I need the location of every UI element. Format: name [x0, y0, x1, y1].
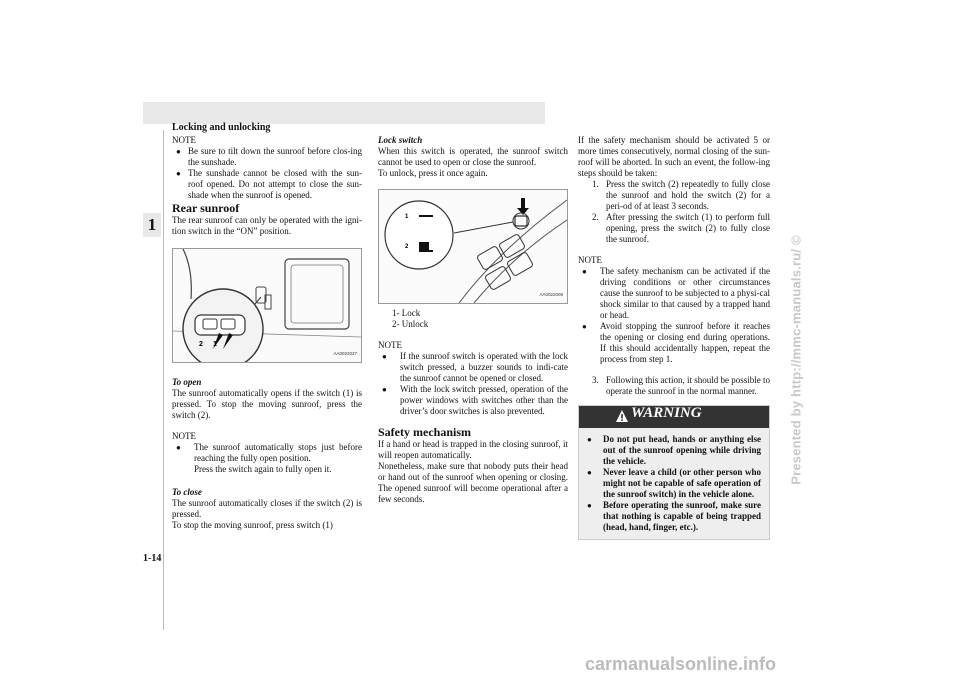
- warning-item: ● Do not put head, hands or anything else out of the sunroof opening while driving the vehicle.: [583, 434, 761, 467]
- note-label: NOTE: [172, 431, 196, 441]
- note-extra: Press the switch again to fully open it.: [194, 464, 332, 474]
- lock-switch-illustration: [379, 190, 567, 303]
- footer-watermark: carmanualsonline.info: [585, 654, 777, 674]
- note-item: ● With the lock switch pressed, operation of the power windows with switches other than the driver’s door switches is also prevented.: [378, 384, 568, 417]
- paragraph: Nonetheless, make sure that nobody puts their head or hand out of the sunroof when opening or closing. The opened sunroof will become operational after a few seconds.: [378, 461, 568, 504]
- column-left: [172, 135, 362, 531]
- warning-triangle-icon: [615, 409, 629, 423]
- step-item: 3. Following this action, it should be possible to operate the sunroof in the normal manner.: [592, 375, 770, 396]
- paragraph: When this switch is operated, the sunroof switch cannot be used to open or close the sunroof.: [378, 146, 568, 167]
- column-right: [578, 135, 770, 540]
- legend-item: 1- Lock: [392, 308, 421, 318]
- section-heading-safety-mechanism: Safety mechanism: [378, 425, 471, 439]
- legend-item: 2- Unlock: [392, 319, 429, 329]
- figure-sunroof-switch: [172, 248, 362, 363]
- note-label: NOTE: [578, 255, 602, 265]
- note-item: ● The sunroof automatically stops just before reaching the fully open position.: [172, 442, 362, 464]
- subheading-lock-switch: Lock switch: [378, 135, 423, 145]
- chapter-divider: [163, 130, 164, 630]
- figure-label: 2: [199, 341, 203, 348]
- paragraph: The sunroof automatically closes if the switch (2) is pressed.: [172, 498, 362, 519]
- warning-box: [578, 405, 770, 540]
- step-item: 2. After pressing the switch (1) to perform full opening, press the switch (2) to fully close the sunroof.: [592, 212, 770, 244]
- note-item: ● The sunshade cannot be closed with the sun-roof opened. Do not attempt to close the sun-shade when the sunroof is opened.: [172, 168, 362, 201]
- figure-label: 1: [405, 214, 409, 220]
- figure-label: 1: [213, 341, 217, 348]
- note-item: ● If the sunroof switch is operated with the lock switch pressed, a buzzer sounds to indi-cate the sunroof cannot be opened or closed.: [378, 351, 568, 384]
- warning-title: WARNING: [631, 405, 702, 421]
- note-item: ● The safety mechanism can be activated if the driving conditions or other circumstances cause the sunroof to be subjected to a physi-cal shock similar to that caused by a trapped hand or head.: [578, 266, 770, 321]
- paragraph: The sunroof automatically opens if the switch (1) is pressed. To stop the moving sunroof, press the switch (2).: [172, 388, 362, 420]
- paragraph: To unlock, press it once again.: [378, 168, 488, 178]
- step-item: 1. Press the switch (2) repeatedly to fully close the sunroof and hold the switch (2) for a peri-od of at least 3 seconds.: [592, 179, 770, 211]
- warning-item: ● Never leave a child (or other person who might not be capable of safe operation of the sunroof switch) in the vehicle alone.: [583, 467, 761, 500]
- paragraph: If the safety mechanism should be activated 5 or more times consecutively, normal closing of the sun-roof will be aborted. In such an event, the follow-ing steps should be taken:: [578, 135, 770, 178]
- paragraph: The rear sunroof can only be operated with the igni-tion switch in the “ON” position.: [172, 215, 362, 236]
- figure-label: 2: [405, 244, 409, 250]
- sunroof-switch-illustration: [173, 249, 361, 362]
- paragraph: To stop the moving sunroof, press switch (1): [172, 520, 333, 530]
- side-watermark: Presented by http://mmc-manuals.ru/ ©: [788, 235, 804, 485]
- figure-lock-switch: [378, 189, 568, 304]
- section-heading-rear-sunroof: Rear sunroof: [172, 201, 240, 215]
- warning-item: ● Before operating the sunroof, make sure that nothing is capable of being trapped (head, hand, finger, etc.).: [583, 500, 761, 533]
- column-middle: [378, 135, 568, 505]
- figure-code: AA0022037: [333, 351, 357, 356]
- page-header-title: Locking and unlocking: [172, 122, 271, 133]
- note-item: ● Be sure to tilt down the sunroof before clos-ing the sunshade.: [172, 146, 362, 168]
- note-label: NOTE: [172, 135, 196, 145]
- note-item: ● Avoid stopping the sunroof before it reaches the opening or closing end during operations. If this should accidentally happen, repeat the process from step 1.: [578, 321, 770, 365]
- chapter-tab: 1: [143, 213, 161, 237]
- warning-header: [579, 406, 769, 428]
- figure-code: AA0022008: [539, 292, 563, 297]
- subheading-to-open: To open: [172, 377, 202, 387]
- page-number: 1-14: [143, 553, 162, 564]
- subheading-to-close: To close: [172, 487, 202, 497]
- header-band: [143, 102, 545, 124]
- note-label: NOTE: [378, 340, 402, 350]
- paragraph: If a hand or head is trapped in the closing sunroof, it will reopen automatically.: [378, 439, 568, 460]
